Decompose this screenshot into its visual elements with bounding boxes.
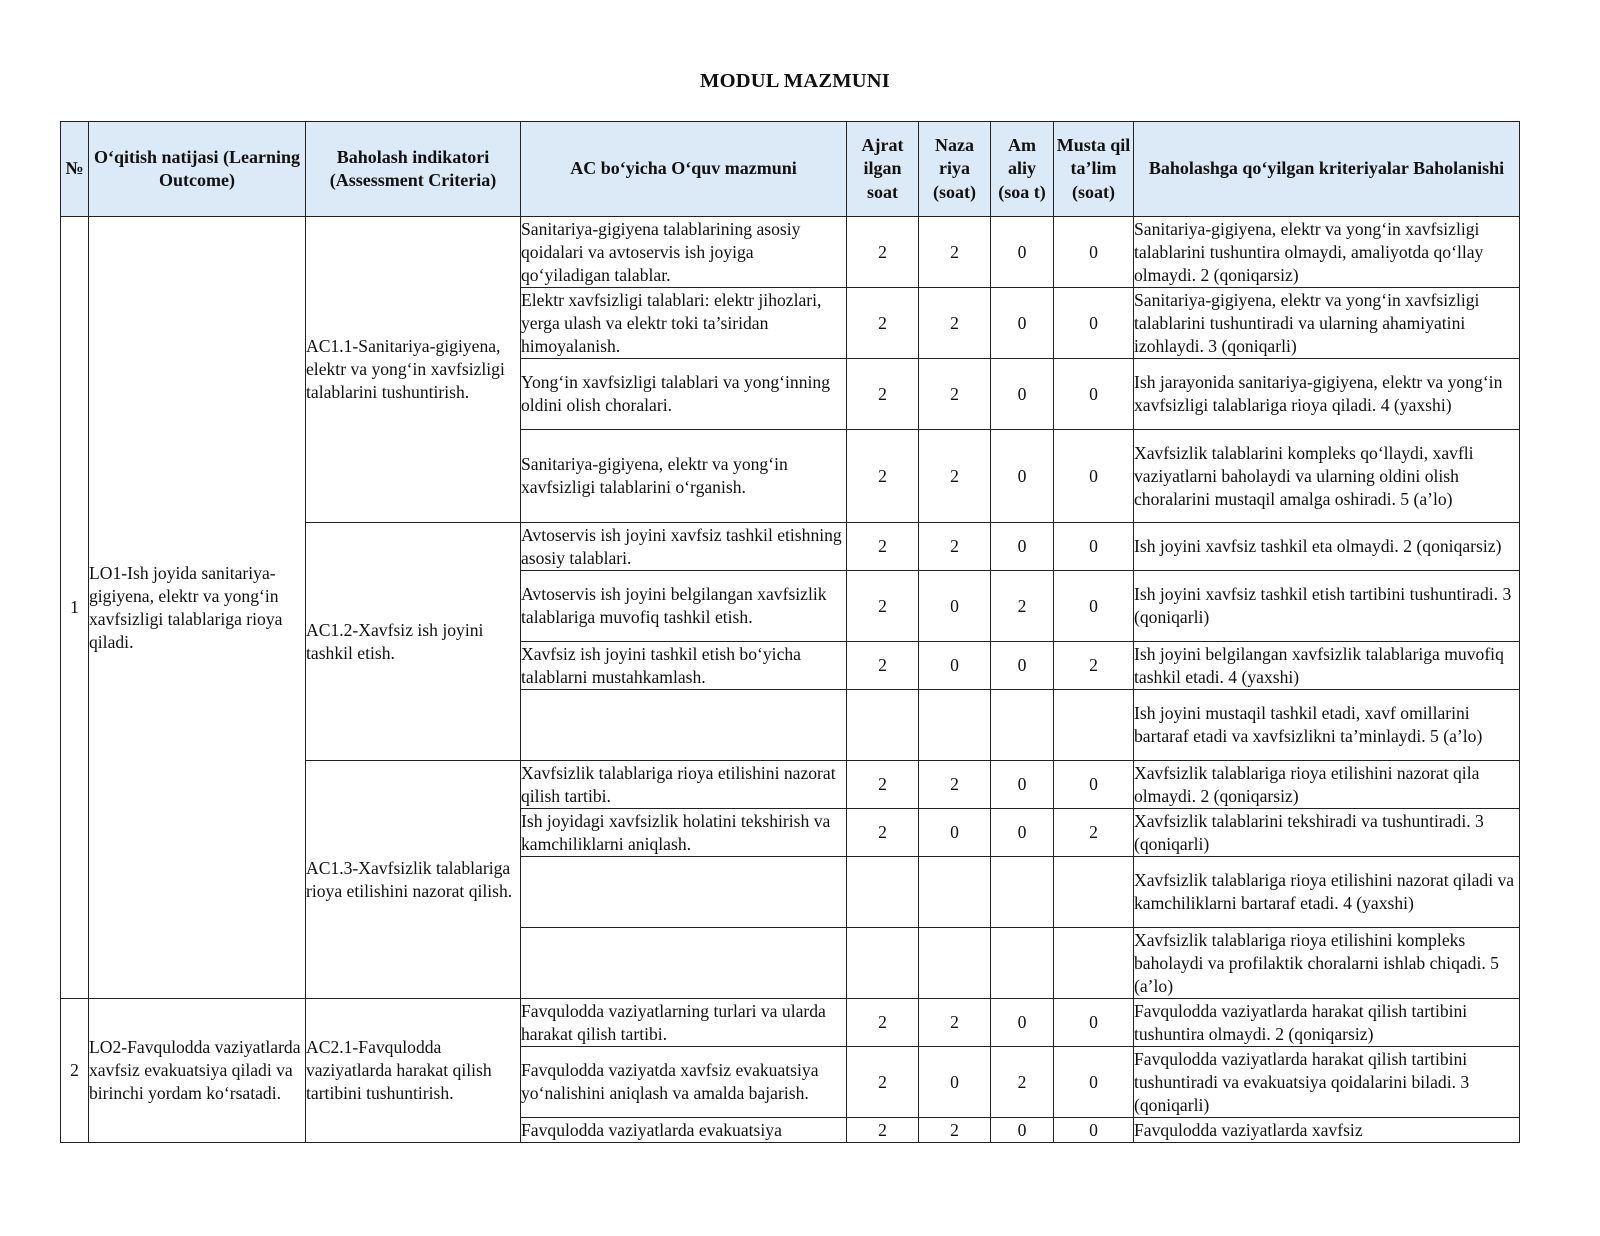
independent-hours-cell-text: 2 bbox=[1089, 655, 1098, 675]
assessment-cell bbox=[1134, 690, 1520, 761]
independent-hours-cell-text: 0 bbox=[1089, 465, 1098, 486]
assessment-cell-text: Xavfsizlik talablariga rioya etilishini kompleks baholaydi va profilaktik choralarni ishlab chiqadi. 5 (a’lo) bbox=[1134, 929, 1499, 996]
content-cell bbox=[521, 857, 847, 928]
content-cell-text: Favqulodda vaziyatlarning turlari va ularda harakat qilish tartibi. bbox=[521, 1000, 826, 1044]
practice-hours-cell bbox=[991, 1118, 1054, 1143]
independent-hours-cell-text: 0 bbox=[1089, 595, 1098, 616]
independent-hours-cell bbox=[1054, 1047, 1134, 1118]
assessment-cell-text: Ish joyini belgilangan xavfsizlik talablariga muvofiq tashkil etadi. 4 (yaxshi) bbox=[1134, 643, 1504, 687]
theory-hours-cell-text: 2 bbox=[950, 1119, 959, 1140]
header-independent-hours: Musta qil ta’lim (soat) bbox=[1054, 122, 1134, 217]
content-cell bbox=[521, 359, 847, 430]
allocated-hours-cell bbox=[847, 642, 919, 690]
assessment-cell bbox=[1134, 761, 1520, 809]
assessment-cell bbox=[1134, 928, 1520, 999]
independent-hours-cell bbox=[1054, 999, 1134, 1047]
assessment-criterion: AC1.3-Xavfsizlik talablariga rioya etilishini nazorat qilish. bbox=[306, 761, 521, 999]
content-cell-text: Avtoservis ish joyini xavfsiz tashkil etishning asosiy talablari. bbox=[521, 524, 842, 568]
theory-hours-cell bbox=[919, 359, 991, 430]
header-theory-hours: Naza riya (soat) bbox=[919, 122, 991, 217]
allocated-hours-cell bbox=[847, 523, 919, 571]
practice-hours-cell bbox=[991, 857, 1054, 928]
outcome-number: 1 bbox=[61, 217, 89, 999]
practice-hours-cell-text: 0 bbox=[1017, 822, 1027, 842]
independent-hours-cell bbox=[1054, 571, 1134, 642]
allocated-hours-cell bbox=[847, 1047, 919, 1118]
practice-hours-cell bbox=[991, 642, 1054, 690]
independent-hours-cell bbox=[1054, 928, 1134, 999]
assessment-cell bbox=[1134, 1118, 1520, 1143]
header-assessment: Baholashga qo‘yilgan kriteriyalar Baholanishi bbox=[1134, 122, 1520, 217]
independent-hours-cell bbox=[1054, 430, 1134, 523]
assessment-criterion: AC1.2-Xavfsiz ish joyini tashkil etish. bbox=[306, 523, 521, 761]
theory-hours-cell-text: 0 bbox=[950, 595, 959, 616]
outcome-number: 2 bbox=[61, 999, 89, 1143]
learning-outcome: LO1-Ish joyida sanitariya-gigiyena, elektr va yong‘in xavfsizligi talablariga rioya qiladi. bbox=[89, 217, 306, 999]
assessment-cell bbox=[1134, 999, 1520, 1047]
allocated-hours-cell bbox=[847, 430, 919, 523]
practice-hours-cell bbox=[991, 430, 1054, 523]
theory-hours-cell bbox=[919, 642, 991, 690]
independent-hours-cell-text: 0 bbox=[1089, 312, 1098, 333]
theory-hours-cell bbox=[919, 523, 991, 571]
assessment-cell bbox=[1134, 642, 1520, 690]
theory-hours-cell-text: 2 bbox=[950, 774, 959, 794]
practice-hours-cell bbox=[991, 217, 1054, 288]
allocated-hours-cell-text: 2 bbox=[878, 1012, 887, 1032]
theory-hours-cell bbox=[919, 690, 991, 761]
allocated-hours-cell-text: 2 bbox=[878, 241, 887, 262]
independent-hours-cell-text: 0 bbox=[1089, 536, 1098, 556]
allocated-hours-cell bbox=[847, 1118, 919, 1143]
independent-hours-cell-text: 0 bbox=[1089, 1071, 1098, 1092]
content-cell-text: Xavfsizlik talablariga rioya etilishini nazorat qilish tartibi. bbox=[521, 762, 836, 806]
allocated-hours-cell bbox=[847, 999, 919, 1047]
theory-hours-cell bbox=[919, 288, 991, 359]
independent-hours-cell bbox=[1054, 761, 1134, 809]
theory-hours-cell bbox=[919, 809, 991, 857]
theory-hours-cell-text: 0 bbox=[950, 1071, 959, 1092]
assessment-cell-text: Sanitariya-gigiyena, elektr va yong‘in xavfsizligi talablarini tushuntiradi va ularning ahamiyatini izohlaydi. 3 (qoniqarli) bbox=[1134, 289, 1480, 356]
practice-hours-cell-text: 0 bbox=[1017, 241, 1027, 262]
theory-hours-cell bbox=[919, 999, 991, 1047]
content-cell-text: Favqulodda vaziyatda xavfsiz evakuatsiya yo‘nalishini aniqlash va amalda bajarish. bbox=[521, 1060, 819, 1103]
assessment-cell-text: Sanitariya-gigiyena, elektr va yong‘in xavfsizligi talablarini tushuntira olmaydi, amaliyotda qo‘llay olmaydi. 2 (qoniqarsiz) bbox=[1134, 218, 1484, 285]
theory-hours-cell bbox=[919, 571, 991, 642]
content-cell bbox=[521, 928, 847, 999]
allocated-hours-cell-text: 2 bbox=[878, 1119, 887, 1140]
theory-hours-cell bbox=[919, 217, 991, 288]
content-cell bbox=[521, 761, 847, 809]
assessment-cell-text: Ish jarayonida sanitariya-gigiyena, elektr va yong‘in xavfsizligi talablariga rioya qiladi. 4 (yaxshi) bbox=[1134, 372, 1503, 415]
allocated-hours-cell-text: 2 bbox=[878, 1071, 887, 1092]
practice-hours-cell-text: 0 bbox=[1017, 383, 1027, 404]
practice-hours-cell bbox=[991, 523, 1054, 571]
independent-hours-cell bbox=[1054, 809, 1134, 857]
practice-hours-cell bbox=[991, 809, 1054, 857]
content-cell bbox=[521, 523, 847, 571]
independent-hours-cell-text: 0 bbox=[1089, 383, 1098, 404]
practice-hours-cell-text: 0 bbox=[1017, 1119, 1027, 1140]
practice-hours-cell bbox=[991, 999, 1054, 1047]
practice-hours-cell-text: 0 bbox=[1017, 774, 1027, 794]
practice-hours-cell bbox=[991, 928, 1054, 999]
practice-hours-cell bbox=[991, 690, 1054, 761]
practice-hours-cell bbox=[991, 761, 1054, 809]
theory-hours-cell bbox=[919, 1047, 991, 1118]
theory-hours-cell-text: 2 bbox=[950, 241, 959, 262]
header-assessment-criteria: Baholash indikatori (Assessment Criteria) bbox=[306, 122, 521, 217]
assessment-cell bbox=[1134, 523, 1520, 571]
assessment-cell-text: Xavfsizlik talablarini kompleks qo‘llaydi, xavfli vaziyatlarni baholaydi va ularning oldini olish choralarini mustaqil amalga oshiradi. 5 (a’lo) bbox=[1134, 442, 1474, 509]
assessment-cell-text: Xavfsizlik talablariga rioya etilishini nazorat qiladi va kamchiliklarni bartaraf etadi. 4 (yaxshi) bbox=[1134, 870, 1515, 913]
table-row bbox=[61, 217, 1520, 288]
content-cell-text: Favqulodda vaziyatlarda evakuatsiya bbox=[521, 1119, 782, 1140]
allocated-hours-cell-text: 2 bbox=[878, 595, 887, 616]
content-cell bbox=[521, 809, 847, 857]
assessment-cell-text: Xavfsizlik talablarini tekshiradi va tushuntiradi. 3 (qoniqarli) bbox=[1134, 810, 1484, 854]
theory-hours-cell bbox=[919, 761, 991, 809]
allocated-hours-cell-text: 2 bbox=[878, 822, 887, 842]
theory-hours-cell bbox=[919, 928, 991, 999]
allocated-hours-cell bbox=[847, 571, 919, 642]
allocated-hours-cell bbox=[847, 288, 919, 359]
allocated-hours-cell bbox=[847, 761, 919, 809]
independent-hours-cell bbox=[1054, 217, 1134, 288]
practice-hours-cell bbox=[991, 359, 1054, 430]
content-cell-text: Avtoservis ish joyini belgilangan xavfsizlik talablariga muvofiq tashkil etish. bbox=[521, 584, 827, 627]
practice-hours-cell-text: 2 bbox=[1017, 595, 1027, 616]
practice-hours-cell bbox=[991, 1047, 1054, 1118]
assessment-criterion: AC1.1-Sanitariya-gigiyena, elektr va yong‘in xavfsizligi talablarini tushuntirish. bbox=[306, 217, 521, 523]
assessment-cell-text: Ish joyini xavfsiz tashkil eta olmaydi. 2 (qoniqarsiz) bbox=[1134, 536, 1502, 556]
allocated-hours-cell bbox=[847, 690, 919, 761]
allocated-hours-cell bbox=[847, 359, 919, 430]
allocated-hours-cell-text: 2 bbox=[878, 655, 887, 675]
document-title: MODUL MAZMUNI bbox=[700, 70, 890, 92]
theory-hours-cell-text: 0 bbox=[950, 655, 959, 675]
theory-hours-cell-text: 2 bbox=[950, 312, 959, 333]
practice-hours-cell-text: 0 bbox=[1017, 655, 1027, 675]
practice-hours-cell-text: 0 bbox=[1017, 465, 1027, 486]
theory-hours-cell-text: 2 bbox=[950, 1012, 959, 1032]
assessment-criterion: AC2.1-Favqulodda vaziyatlarda harakat qilish tartibini tushuntirish. bbox=[306, 999, 521, 1143]
content-cell-text: Yong‘in xavfsizligi talablari va yong‘inning oldini olish choralari. bbox=[521, 372, 830, 415]
allocated-hours-cell-text: 2 bbox=[878, 383, 887, 404]
theory-hours-cell bbox=[919, 1118, 991, 1143]
table-row bbox=[61, 999, 1520, 1047]
independent-hours-cell-text: 0 bbox=[1089, 1119, 1098, 1140]
independent-hours-cell bbox=[1054, 523, 1134, 571]
practice-hours-cell bbox=[991, 288, 1054, 359]
content-cell-text: Sanitariya-gigiyena talablarining asosiy qoidalari va avtoservis ish joyiga qo‘yiladigan talablar. bbox=[521, 218, 801, 285]
assessment-cell bbox=[1134, 359, 1520, 430]
independent-hours-cell-text: 0 bbox=[1089, 241, 1098, 262]
assessment-cell bbox=[1134, 217, 1520, 288]
assessment-cell-text: Favqulodda vaziyatlarda xavfsiz bbox=[1134, 1119, 1363, 1140]
content-cell-text: Sanitariya-gigiyena, elektr va yong‘in xavfsizligi talablarini o‘rganish. bbox=[521, 454, 788, 497]
content-cell bbox=[521, 642, 847, 690]
assessment-cell-text: Favqulodda vaziyatlarda harakat qilish tartibini tushuntiradi va evakuatsiya qoidalarini biladi. 3 (qoniqarli) bbox=[1134, 1048, 1470, 1115]
independent-hours-cell bbox=[1054, 1118, 1134, 1143]
header-allocated-hours: Ajrat ilgan soat bbox=[847, 122, 919, 217]
allocated-hours-cell-text: 2 bbox=[878, 774, 887, 794]
header-practice-hours: Am aliy (soa t) bbox=[991, 122, 1054, 217]
content-cell-text: Ish joyidagi xavfsizlik holatini tekshirish va kamchiliklarni aniqlash. bbox=[521, 810, 831, 854]
practice-hours-cell bbox=[991, 571, 1054, 642]
allocated-hours-cell bbox=[847, 928, 919, 999]
content-cell-text: Elektr xavfsizligi talablari: elektr jihozlari, yerga ulash va elektr toki ta’siridan himoyalanish. bbox=[521, 289, 822, 356]
content-cell bbox=[521, 1047, 847, 1118]
content-cell bbox=[521, 999, 847, 1047]
independent-hours-cell bbox=[1054, 857, 1134, 928]
content-cell bbox=[521, 217, 847, 288]
practice-hours-cell-text: 0 bbox=[1017, 536, 1027, 556]
allocated-hours-cell-text: 2 bbox=[878, 536, 887, 556]
independent-hours-cell-text: 0 bbox=[1089, 1012, 1098, 1032]
content-cell bbox=[521, 430, 847, 523]
assessment-cell bbox=[1134, 809, 1520, 857]
assessment-cell-text: Ish joyini mustaqil tashkil etadi, xavf omillarini bartaraf etadi va xavfsizlikni ta’minlaydi. 5 (a’lo) bbox=[1134, 703, 1483, 746]
theory-hours-cell-text: 2 bbox=[950, 465, 959, 486]
content-cell bbox=[521, 571, 847, 642]
content-cell bbox=[521, 690, 847, 761]
allocated-hours-cell bbox=[847, 809, 919, 857]
table-body bbox=[61, 217, 1520, 1143]
allocated-hours-cell-text: 2 bbox=[878, 465, 887, 486]
assessment-cell-text: Xavfsizlik talablariga rioya etilishini nazorat qila olmaydi. 2 (qoniqarsiz) bbox=[1134, 762, 1480, 806]
independent-hours-cell-text: 2 bbox=[1089, 822, 1098, 842]
practice-hours-cell-text: 0 bbox=[1017, 1012, 1027, 1032]
allocated-hours-cell-text: 2 bbox=[878, 312, 887, 333]
independent-hours-cell-text: 0 bbox=[1089, 774, 1098, 794]
header-number: № bbox=[61, 122, 89, 217]
content-cell bbox=[521, 1118, 847, 1143]
independent-hours-cell bbox=[1054, 690, 1134, 761]
independent-hours-cell bbox=[1054, 359, 1134, 430]
practice-hours-cell-text: 2 bbox=[1017, 1071, 1027, 1092]
theory-hours-cell-text: 2 bbox=[950, 536, 959, 556]
theory-hours-cell-text: 0 bbox=[950, 822, 959, 842]
header-content: AC bo‘yicha O‘quv mazmuni bbox=[521, 122, 847, 217]
module-content-table bbox=[60, 121, 1520, 1143]
independent-hours-cell bbox=[1054, 288, 1134, 359]
header-learning-outcome: O‘qitish natijasi (Learning Outcome) bbox=[89, 122, 306, 217]
table-header-row bbox=[61, 122, 1520, 217]
theory-hours-cell bbox=[919, 430, 991, 523]
assessment-cell-text: Ish joyini xavfsiz tashkil etish tartibini tushuntiradi. 3 (qoniqarli) bbox=[1134, 584, 1512, 627]
content-cell bbox=[521, 288, 847, 359]
content-cell-text: Xavfsiz ish joyini tashkil etish bo‘yicha talablarni mustahkamlash. bbox=[521, 643, 801, 687]
assessment-cell bbox=[1134, 857, 1520, 928]
assessment-cell bbox=[1134, 1047, 1520, 1118]
assessment-cell-text: Favqulodda vaziyatlarda harakat qilish tartibini tushuntira olmaydi. 2 (qoniqarsiz) bbox=[1134, 1000, 1468, 1044]
practice-hours-cell-text: 0 bbox=[1017, 312, 1027, 333]
allocated-hours-cell bbox=[847, 217, 919, 288]
assessment-cell bbox=[1134, 288, 1520, 359]
theory-hours-cell bbox=[919, 857, 991, 928]
allocated-hours-cell bbox=[847, 857, 919, 928]
theory-hours-cell-text: 2 bbox=[950, 383, 959, 404]
learning-outcome: LO2-Favqulodda vaziyatlarda xavfsiz evakuatsiya qiladi va birinchi yordam ko‘rsatadi. bbox=[89, 999, 306, 1143]
assessment-cell bbox=[1134, 571, 1520, 642]
independent-hours-cell bbox=[1054, 642, 1134, 690]
assessment-cell bbox=[1134, 430, 1520, 523]
